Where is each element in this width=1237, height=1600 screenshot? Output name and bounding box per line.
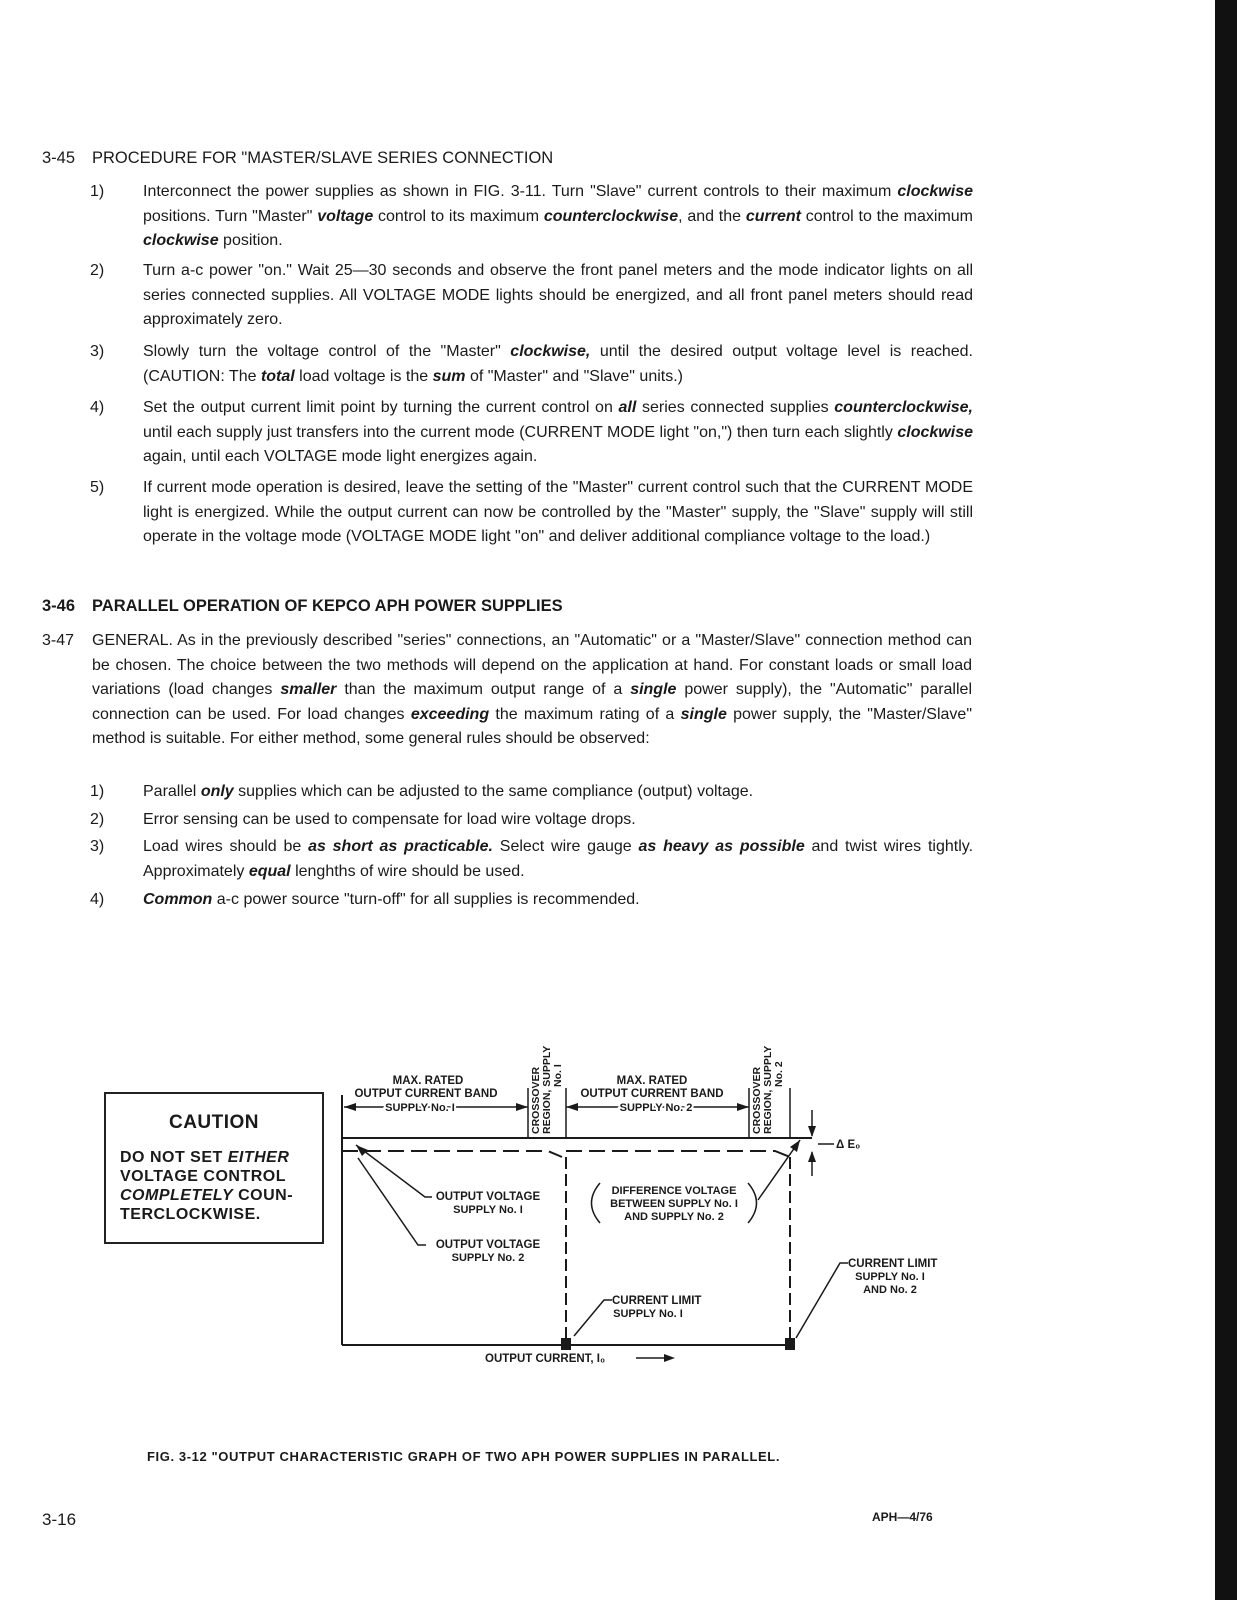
- arrowhead: [790, 1140, 800, 1152]
- max-rated-label-1: MAX. RATED: [392, 1075, 464, 1087]
- caution-heading: CAUTION: [168, 1112, 260, 1133]
- rule-number: 2): [90, 811, 105, 828]
- difference-voltage-label: DIFFERENCE VOLTAGE: [611, 1185, 737, 1197]
- crossover-label-1: CROSSOVER: [530, 1066, 542, 1134]
- step-text: [143, 476, 973, 550]
- text-run: DO NOT SET: [120, 1149, 228, 1166]
- difference-voltage-line-3: AND SUPPLY No. 2: [624, 1211, 724, 1223]
- emphasis-text: current: [745, 207, 801, 225]
- current-limit-1-supply: SUPPLY No. I: [613, 1308, 683, 1320]
- text-run: Select wire gauge: [492, 838, 639, 855]
- text-run: Set the output current limit point by turning the current control on: [143, 399, 619, 416]
- output-voltage-supply-2-line: [566, 1151, 790, 1157]
- emphasis-text: smaller: [280, 681, 337, 698]
- current-limit-both-label: CURRENT LIMIT: [848, 1258, 938, 1270]
- emphasis-text: COMPLETELY: [120, 1187, 234, 1204]
- emphasis-text: counterclockwise,: [834, 399, 973, 416]
- output-voltage-2-label: OUTPUT VOLTAGE: [435, 1239, 541, 1251]
- current-limit-marker: [785, 1338, 795, 1350]
- section-number: 3-45: [42, 149, 76, 167]
- text-run: Interconnect the power supplies as shown in FIG. 3-11. Turn "Slave" current controls to their maximum: [143, 183, 898, 200]
- text-run: , and the: [678, 207, 746, 225]
- output-voltage-1-label: OUTPUT VOLTAGE: [435, 1191, 541, 1203]
- leader-current-limit-both: [796, 1263, 848, 1338]
- rule-text: [143, 835, 973, 884]
- emphasis-text: only: [200, 783, 234, 800]
- text-run: a-c power source "turn-off" for all supplies is recommended.: [212, 891, 640, 908]
- emphasis-text: clockwise: [143, 232, 219, 249]
- emphasis-text: Common: [143, 891, 213, 908]
- rule-text: [143, 808, 973, 833]
- text-run: Slowly turn the voltage control of the "Master": [143, 343, 511, 360]
- emphasis-text: clockwise: [897, 423, 973, 441]
- emphasis-text: equal: [248, 862, 291, 880]
- arrowhead: [737, 1103, 749, 1111]
- text-run: Turn a-c power "on." Wait 25—30 seconds and observe the front panel meters and the mode indicator lights on all series connected supplies. All VOLTAGE MODE lights should be energized, and all front panel meters should read approximately zero.: [143, 262, 973, 328]
- rule-number: 4): [90, 891, 105, 908]
- bracket-left: [592, 1183, 601, 1223]
- page-number: 3-16: [42, 1510, 77, 1529]
- text-run: series connected supplies: [636, 399, 835, 416]
- step-text: [143, 180, 973, 254]
- band-label-1: OUTPUT CURRENT BAND: [354, 1088, 498, 1100]
- text-run: load voltage is the: [294, 367, 433, 385]
- text-run: Parallel: [143, 783, 201, 800]
- text-run: the maximum rating of a: [489, 705, 681, 723]
- output-voltage-2-supply: SUPPLY No. 2: [451, 1252, 525, 1264]
- bracket-right: [748, 1183, 757, 1223]
- max-rated-label-2: MAX. RATED: [616, 1075, 688, 1087]
- leader-current-limit-1: [574, 1300, 612, 1336]
- band-supply-2-label: SUPPLY No. 2: [619, 1102, 693, 1114]
- step-text: [143, 396, 973, 470]
- section-number: 3-46: [42, 597, 76, 615]
- rule-text: [143, 780, 973, 805]
- caution-text: [120, 1148, 312, 1224]
- step-number: 1): [90, 183, 105, 200]
- text-run: control to its maximum: [373, 207, 544, 225]
- emphasis-text: clockwise: [897, 183, 973, 200]
- arrowhead: [516, 1103, 528, 1111]
- rule-text: [143, 888, 973, 913]
- x-axis-label: OUTPUT CURRENT, I₀: [485, 1353, 606, 1365]
- text-run: VOLTAGE CONTROL: [120, 1168, 286, 1185]
- emphasis-text: total: [260, 367, 295, 385]
- text-run: of "Master" and "Slave" units.): [465, 367, 683, 385]
- emphasis-text: sum: [432, 367, 466, 385]
- emphasis-text: exceeding: [410, 705, 490, 723]
- emphasis-text: single: [680, 705, 727, 723]
- text-run: supplies which can be adjusted to the same compliance (output) voltage.: [233, 783, 754, 800]
- text-run: position.: [218, 232, 283, 249]
- section-title: PARALLEL OPERATION OF KEPCO APH POWER SUPPLIES: [92, 597, 563, 615]
- emphasis-text: as heavy as possible: [638, 838, 805, 855]
- text-run: If current mode operation is desired, leave the setting of the "Master" current control such that the CURRENT MODE light is energized. While the output current can now be controlled by the "Master" supply, the "Slave" supply will still operate in the voltage mode (VOLTAGE MODE light "on" and deliver additional compliance voltage to the load.): [143, 479, 973, 545]
- delta-e-label: Δ E₀: [836, 1139, 861, 1151]
- output-voltage-1-supply: SUPPLY No. I: [453, 1204, 523, 1216]
- current-limit-marker: [561, 1338, 571, 1350]
- arrowhead: [808, 1126, 816, 1137]
- arrowhead: [808, 1151, 816, 1162]
- figure-caption: FIG. 3-12 "OUTPUT CHARACTERISTIC GRAPH OF TWO APH POWER SUPPLIES IN PARALLEL.: [147, 1449, 781, 1464]
- scan-edge-bar: [1215, 0, 1237, 1600]
- rule-number: 1): [90, 783, 105, 800]
- text-run: until the desired output voltage level is reached. (CAUTION: The: [143, 343, 973, 385]
- current-limit-both-supply: SUPPLY No. I: [855, 1271, 925, 1283]
- text-run: positions. Turn "Master": [143, 207, 318, 225]
- text-run: again, until each VOLTAGE mode light energizes again.: [143, 448, 538, 465]
- section-title: PROCEDURE FOR "MASTER/SLAVE SERIES CONNECTION: [92, 149, 554, 167]
- text-run: Load wires should be: [143, 838, 309, 855]
- crossover-label-2: CROSSOVER: [751, 1066, 763, 1134]
- text-run: GENERAL. As in the previously described "series" connections, an "Automatic" or a "Master/Slave" connection method can be chosen. The choice between the two methods will depend on the application at hand. For constant loads or small load variations (load changes: [92, 632, 972, 698]
- arrowhead: [566, 1103, 578, 1111]
- paragraph-text: [92, 629, 972, 752]
- current-limit-both-and: AND No. 2: [863, 1284, 917, 1296]
- step-number: 3): [90, 343, 105, 360]
- text-run: Error sensing can be used to compensate for load wire voltage drops.: [143, 811, 636, 828]
- rule-number: 3): [90, 838, 105, 855]
- emphasis-text: voltage: [317, 207, 374, 225]
- current-limit-1-label: CURRENT LIMIT: [612, 1295, 702, 1307]
- arrowhead: [344, 1103, 356, 1111]
- document-code: APH—4/76: [872, 1510, 933, 1524]
- region-supply-label-1: REGION, SUPPLY: [541, 1045, 553, 1134]
- text-run: power supply), the "Automatic" parallel connection can be used. For load changes: [92, 681, 972, 723]
- output-voltage-supply-2-line: [342, 1151, 562, 1157]
- leader-output-voltage-2: [358, 1158, 426, 1245]
- output-characteristic-graph: [330, 1018, 970, 1380]
- step-number: 2): [90, 262, 105, 279]
- text-run: control to the maximum: [800, 207, 973, 225]
- paragraph-number: 3-47: [42, 632, 75, 649]
- step-number: 5): [90, 479, 105, 496]
- crossover-no-2-label: No. 2: [773, 1061, 785, 1087]
- caution-box: [104, 1092, 324, 1244]
- text-run: lenghths of wire should be used.: [290, 862, 525, 880]
- band-label-2: OUTPUT CURRENT BAND: [580, 1088, 724, 1100]
- emphasis-text: single: [630, 681, 677, 698]
- emphasis-text: clockwise,: [510, 343, 591, 360]
- text-run: than the maximum output range of a: [336, 681, 631, 698]
- step-text: [143, 259, 973, 333]
- text-run: power supply, the "Master/Slave" method is suitable. For either method, some general rules should be observed:: [92, 705, 973, 747]
- emphasis-text: counterclockwise: [543, 207, 679, 225]
- step-text: [143, 340, 973, 389]
- emphasis-text: as short as practicable.: [308, 838, 493, 855]
- text-run: and twist wires tightly. Approximately: [143, 838, 974, 880]
- emphasis-text: all: [618, 399, 637, 416]
- difference-voltage-line-2: BETWEEN SUPPLY No. I: [610, 1198, 738, 1210]
- arrowhead: [664, 1354, 675, 1362]
- crossover-no-1-label: No. I: [552, 1064, 564, 1087]
- text-run: until each supply just transfers into the current mode (CURRENT MODE light "on,") then turn each slightly: [143, 423, 898, 441]
- emphasis-text: EITHER: [227, 1149, 290, 1166]
- region-supply-label-2: REGION, SUPPLY: [762, 1045, 774, 1134]
- band-supply-1-label: SUPPLY No. I: [385, 1102, 455, 1114]
- step-number: 4): [90, 399, 105, 416]
- text-run: COUN-TERCLOCKWISE.: [120, 1187, 294, 1223]
